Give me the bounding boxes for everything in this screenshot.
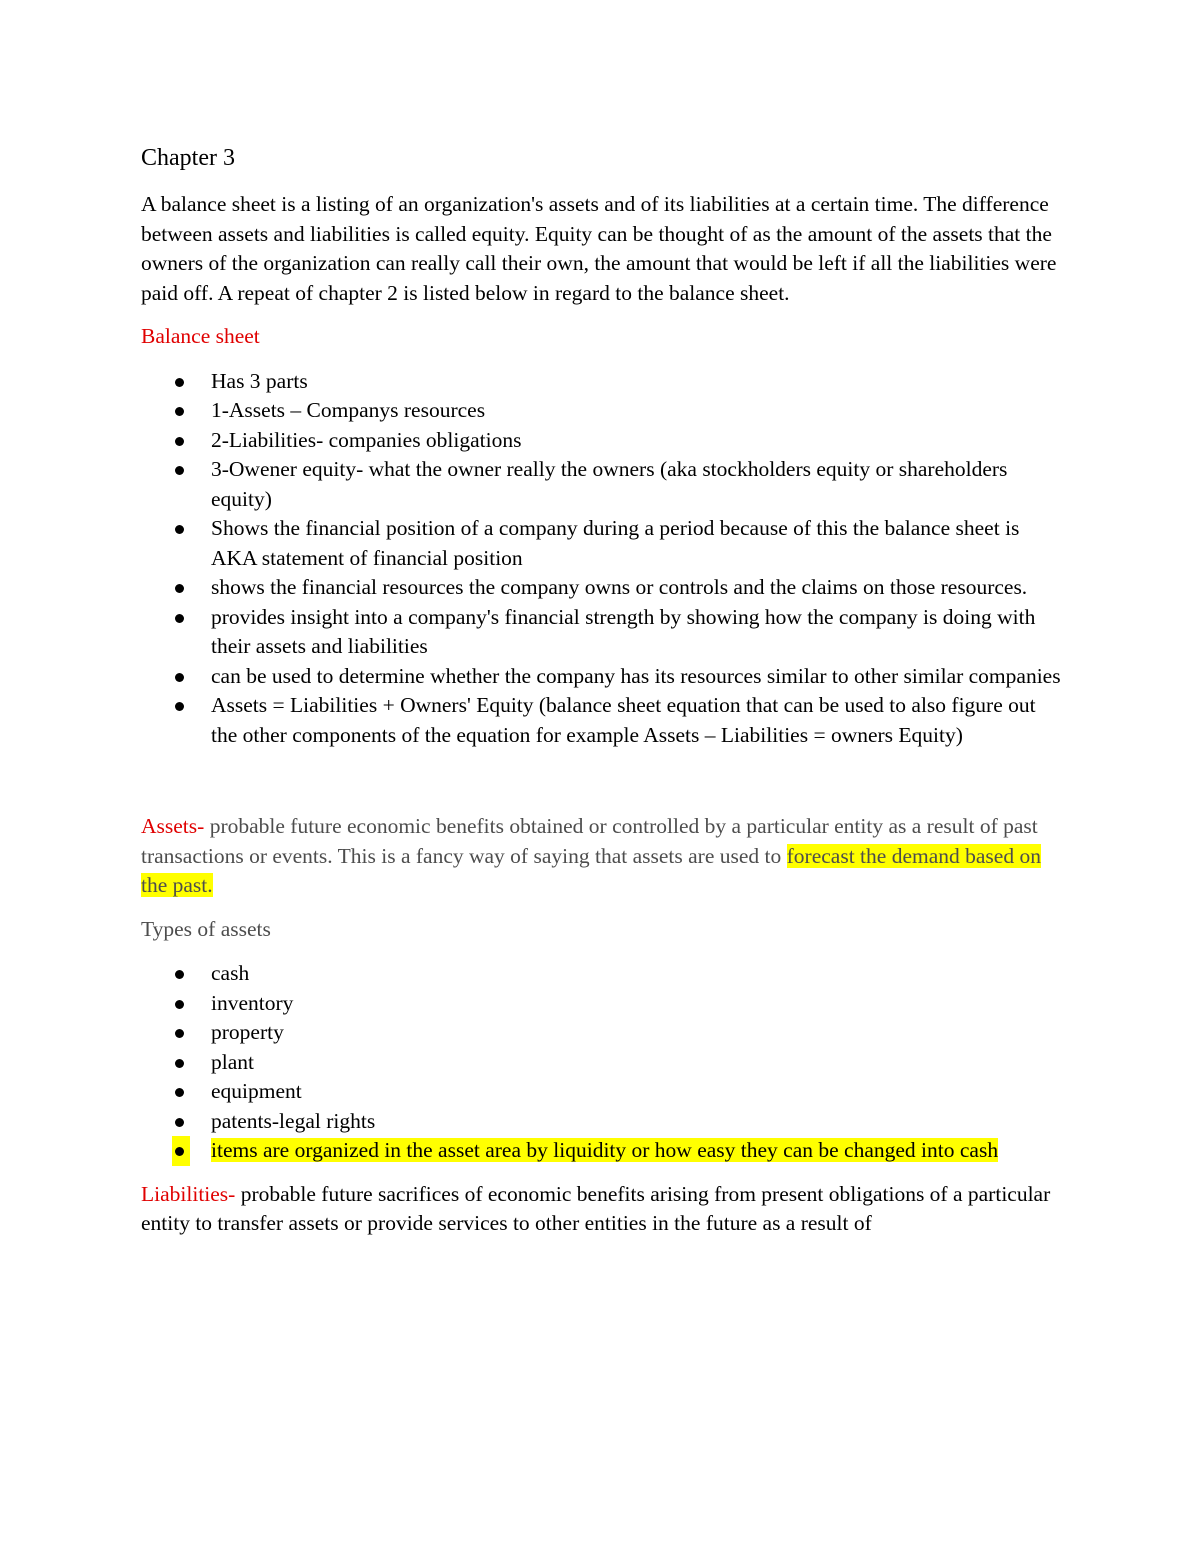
document-page (141, 143, 1061, 1253)
bullet-icon (175, 437, 184, 446)
bullet-icon (175, 614, 184, 623)
list-item: cash (141, 959, 1061, 989)
bullet-icon (175, 702, 184, 711)
bullet-icon (175, 1118, 184, 1127)
chapter-heading: Chapter 3 (141, 145, 235, 171)
assets-label: Assets- (141, 814, 205, 838)
bullet-icon (175, 673, 184, 682)
intro-paragraph: A balance sheet is a listing of an organization's assets and of its liabilities at a certain time. The difference between assets and liabilities is called equity. Equity can be thought of as the amount of the assets that the owners of the organization can really call their own, the amount that would be left if all the liabilities were paid off. A repeat of chapter 2 is listed below in regard to the balance sheet. (141, 192, 1057, 305)
bullet-icon (175, 970, 184, 979)
list-item-highlighted: items are organized in the asset area by liquidity or how easy they can be changed into cash (141, 1136, 1061, 1166)
bullet-icon (175, 1000, 184, 1009)
bullet-icon (175, 525, 184, 534)
list-item: shows the financial resources the company owns or controls and the claims on those resources. (141, 573, 1061, 603)
list-item: property (141, 1018, 1061, 1048)
list-item: Shows the financial position of a company during a period because of this the balance sheet is AKA statement of financial position (141, 514, 1061, 573)
balance-sheet-title: Balance sheet (141, 324, 260, 348)
bullet-icon (175, 584, 184, 593)
liabilities-label: Liabilities- (141, 1181, 236, 1206)
list-item: can be used to determine whether the company has its resources similar to other similar companies (141, 662, 1061, 692)
assets-paragraph (141, 812, 1061, 901)
list-item: 1-Assets – Companys resources (141, 396, 1061, 426)
list-item: Assets = Liabilities + Owners' Equity (balance sheet equation that can be used to also figure out the other components of the equation for example Assets – Liabilities = owners Equity) (141, 691, 1061, 750)
bullet-icon (175, 1029, 184, 1038)
bullet-icon (175, 407, 184, 416)
list-item: patents-legal rights (141, 1107, 1061, 1137)
bullet-icon (175, 378, 184, 387)
bullet-icon (175, 466, 184, 475)
types-of-assets-list (141, 959, 1061, 1166)
bullet-icon (175, 1059, 184, 1068)
list-item: provides insight into a company's financial strength by showing how the company is doing with their assets and liabilities (141, 603, 1061, 662)
assets-text: probable future economic benefits obtained or controlled by a particular entity as a result of past transactions or events. This is a fancy way of saying that assets are used to (141, 814, 1038, 868)
bullet-icon (175, 1147, 184, 1156)
liabilities-text: probable future sacrifices of economic benefits arising from present obligations of a particular entity to transfer assets or provide services to other entities in the future as a result of (141, 1181, 1051, 1235)
list-item: equipment (141, 1077, 1061, 1107)
bullet-icon (175, 1088, 184, 1097)
list-item: 2-Liabilities- companies obligations (141, 426, 1061, 456)
list-item: plant (141, 1048, 1061, 1078)
list-item: inventory (141, 989, 1061, 1019)
balance-sheet-list (141, 367, 1061, 751)
list-item: Has 3 parts (141, 367, 1061, 397)
list-item: 3-Owener equity- what the owner really the owners (aka stockholders equity or shareholders equity) (141, 455, 1061, 514)
liabilities-paragraph (141, 1180, 1061, 1239)
assets-highlight: forecast the demand based on the past. (141, 843, 1041, 897)
types-of-assets-title: Types of assets (141, 916, 271, 941)
